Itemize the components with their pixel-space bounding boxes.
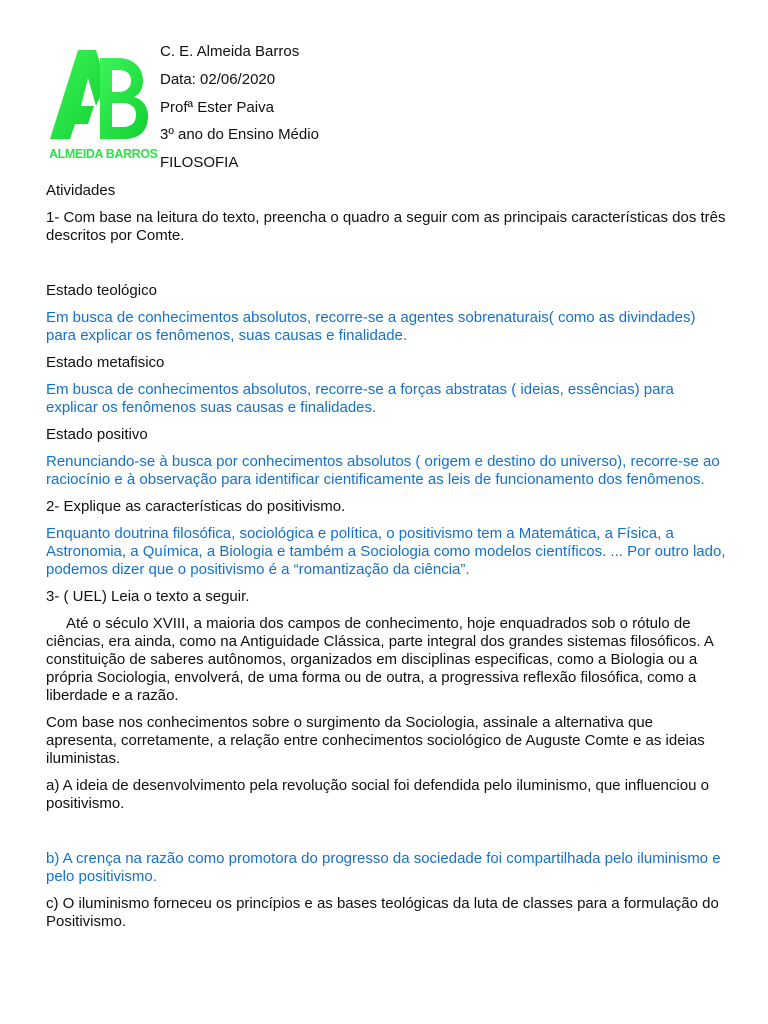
question-2: 2- Explique as características do positivismo.: [46, 498, 346, 515]
state-positive-answer: Renunciando-se à busca por conhecimentos absolutos ( origem e destino do universo), recorre-se ao raciocínio e à observação para identificar cientificamente as leis de funcionamento dos fenômenos.: [46, 453, 720, 488]
question-2-answer: Enquanto doutrina filosófica, sociológica e política, o positivismo tem a Matemática, a Física, a Astronomia, a Química, a Biologia e também a Sociologia como modelos científicos. ... Por outro lado, podemos dizer que o positivismo é a “romantização da ciência”.: [46, 525, 726, 578]
activities-title: Atividades: [46, 182, 116, 199]
option-a: a) A ideia de desenvolvimento pela revolução social foi defendida pelo iluminismo, que influenciou o positivismo.: [46, 777, 709, 812]
subject-name: FILOSOFIA: [160, 154, 239, 172]
question-1: 1- Com base na leitura do texto, preencha o quadro a seguir com as principais características dos três descritos por Comte.: [46, 209, 726, 244]
grade-level: 3º ano do Ensino Médio: [160, 126, 319, 144]
question-3: 3- ( UEL) Leia o texto a seguir.: [46, 588, 250, 605]
question-3-text: Até o século XVIII, a maioria dos campos de conhecimento, hoje enquadrados sob o rótulo de ciências, era ainda, como na Antiguidade Clássica, parte integral dos grandes sistemas filosóficos. A constituição de saberes autônomos, organizados em disciplinas especificas, como a Biologia ou a própria Sociologia, envolverá, de uma forma ou de outra, a progressiva reflexão filosófica, como a liberdade e a razão.: [46, 615, 714, 704]
option-c: c) O iluminismo forneceu os princípios e as bases teológicas da luta de classes para a formulação do Positivismo.: [46, 895, 719, 930]
teacher-name: Profª Ester Paiva: [160, 98, 274, 116]
document-date: Data: 02/06/2020: [160, 70, 276, 88]
state-metaphysical-label: Estado metafisico: [46, 354, 165, 371]
document-header: [160, 43, 319, 182]
question-3-prompt: Com base nos conhecimentos sobre o surgimento da Sociologia, assinale a alternativa que apresenta, corretamente, a relação entre conhecimentos sociológico de Auguste Comte e as ideias iluministas.: [46, 714, 705, 767]
state-positive-label: Estado positivo: [46, 426, 148, 443]
school-name: C. E. Almeida Barros: [160, 43, 300, 60]
state-theological-label: Estado teológico: [46, 282, 157, 299]
logo-caption: ALMEIDA BARROS: [49, 146, 158, 161]
option-b: b) A crença na razão como promotora do progresso da sociedade foi compartilhada pelo iluminismo e pelo positivismo.: [46, 850, 721, 885]
state-metaphysical-answer: Em busca de conhecimentos absolutos, recorre-se a forças abstratas ( ideias, essências) para explicar os fenômenos suas causas e finalidades.: [46, 381, 674, 416]
state-theological-answer: Em busca de conhecimentos absolutos, recorre-se a agentes sobrenaturais( como as divindades) para explicar os fenômenos, suas causas e finalidade.: [46, 309, 696, 344]
document-body: [46, 182, 726, 940]
